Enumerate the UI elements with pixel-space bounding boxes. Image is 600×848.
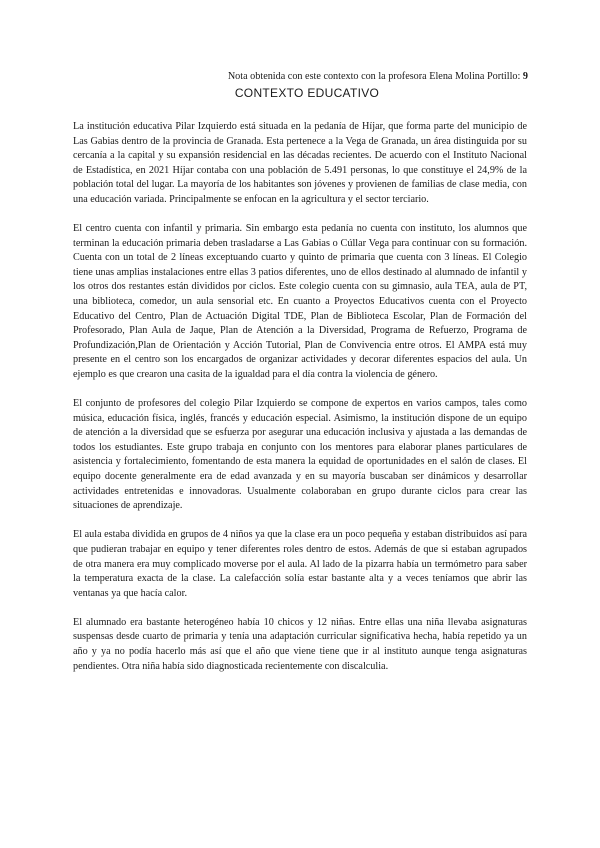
header-note-text: Nota obtenida con este contexto con la profesora Elena Molina Portillo: [227,71,521,82]
paragraph-teachers: El conjunto de profesores del colegio Pilar Izquierdo se compone de expertos en varios campos, tales como música, educación física, inglés, francés y educación especial. Asimismo, la institución dispone de un equipo de atención a la diversidad que se esfuerza por asegurar una educación inclusiva y ajustada a las demandas de todos los estudiantes. Este grupo trabaja en conjunto con los mentores para elaborar planes particulares de asistencia y fortalecimiento, fomentando de esta manera la equidad de oportunidades en el salón de clases. El equipo docente generalmente era de edad avanzada y en su mayoría buscaban ser dinámicos y desarrollar actividades entretenidas e innovadoras. Usualmente colaboraban en grupo durante ciclos para crear las situaciones de aprendizaje. [73,398,527,512]
header-note [228,70,528,83]
paragraph-classroom: El aula estaba dividida en grupos de 4 niños ya que la clase era un poco pequeña y estaban distribuidos así para que pudieran trabajar en equipo y tener diferentes roles dentro de estos. Además de que si estaban agrupados de otra manera era muy complicado moverse por el aula. Al lado de la pizarra había un termómetro para saber la temperatura exacta de la clase. La calefacción solía estar bastante alta y a veces teníamos que abrir las ventanas ya que hacía calor. [73,529,527,599]
header-note-grade: 9 [522,71,528,82]
paragraph-school-facilities: El centro cuenta con infantil y primaria. Sin embargo esta pedanía no cuenta con instituto, los alumnos que terminan la educación primaria deben trasladarse a Las Gabias o Cúllar Vega para continuar con su formación. Cuenta con un total de 2 líneas exceptuando cuarto y quinto de primaria que cuenta con 3 líneas. El Colegio tiene unas amplias instalaciones entre ellas 3 patios diferentes, uno de ellos destinado al alumnado de infantil y los otros dos restantes están divididos por ciclos. Este colegio cuenta con su gimnasio, aula TEA, aula de PT, una biblioteca, comedor, un aula sensorial etc. En cuanto a Proyectos Educativos cuenta con el Proyecto Educativo del Centro, Plan de Actuación Digital TDE, Plan de Biblioteca Escolar, Plan de Formación del Profesorado, Plan Aula de Jaque, Plan de Atención a la Diversidad, Programa de Refuerzo, Programa de Profundización,Plan de Orientación y Acción Tutorial, Plan de Convivencia entre otros. El AMPA está muy presente en el centro son los encargados de organizar actividades y decorar diferentes espacios del aula. Un ejemplo es que crearon una casita de la igualdad para el día contra la violencia de género. [73,223,527,380]
paragraph-location: La institución educativa Pilar Izquierdo está situada en la pedanía de Híjar, que forma parte del municipio de Las Gabias dentro de la provincia de Granada. Esta pertenece a la Vega de Granada, un área distinguida por su cercanía a la capital y su expansión residencial en las décadas recientes. De acuerdo con el Instituto Nacional de Estadística, en 2021 Híjar contaba con una población de 5.491 personas, lo que constituye el 24,9% de la población total del lugar. La mayoría de los habitantes son jóvenes y provienen de familias de clase media, con una educación variada. Principalmente se enfocan en la agricultura y el sector terciario. [73,121,527,205]
document-body [73,120,527,689]
paragraph-students: El alumnado era bastante heterogéneo había 10 chicos y 12 niñas. Entre ellas una niña llevaba asignaturas suspensas desde cuarto de primaria y tenía una adaptación curricular significativa hecha, había repetido ya un año y ya no podía hacerlo más así que el año que viene tiene que ir al instituto aunque tenga asignaturas pendientes. Otra niña había sido diagnosticada recientemente con discalculia. [73,616,527,672]
page-title: CONTEXTO EDUCATIVO [234,86,380,100]
